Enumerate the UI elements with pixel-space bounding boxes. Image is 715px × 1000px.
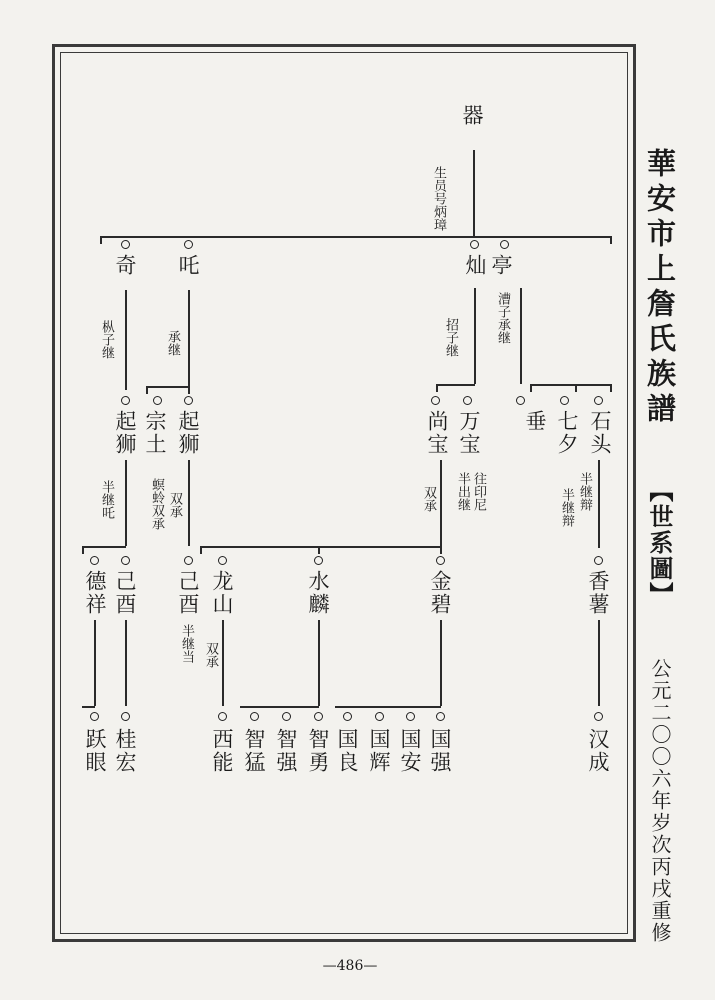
- revision-date: 公元二〇〇六年岁次丙戌重修: [648, 658, 672, 944]
- person-yuegen: 跃眼: [83, 728, 107, 774]
- node-ring: [153, 396, 162, 405]
- node-ring: [594, 396, 603, 405]
- tree-line: [188, 290, 190, 386]
- page-frame-inner: [60, 52, 628, 934]
- person-shitou: 石头: [588, 410, 612, 456]
- note-cao-inherit: 漕子承继: [495, 292, 510, 344]
- person-qixi: 七夕: [555, 410, 579, 456]
- tree-line: [94, 620, 96, 706]
- tree-line: [440, 620, 442, 706]
- tree-line: [146, 386, 189, 388]
- person-longshan: 龙山: [210, 570, 234, 616]
- node-ring: [436, 712, 445, 721]
- tree-line: [100, 236, 610, 238]
- person-zhiqiang: 智强: [274, 728, 298, 774]
- node-ring: [282, 712, 291, 721]
- person-guoliang: 国良: [335, 728, 359, 774]
- node-ring: [121, 712, 130, 721]
- tree-line: [125, 460, 127, 546]
- node-ring: [594, 556, 603, 565]
- tree-line: [82, 546, 126, 548]
- person-wanbao: 万宝: [457, 410, 481, 456]
- person-zhiyong: 智勇: [306, 728, 330, 774]
- tree-line: [440, 460, 442, 554]
- person-qi: 奇: [113, 254, 137, 277]
- person-dexiang: 德祥: [83, 570, 107, 616]
- note-indonesia: 往印尼: [471, 472, 486, 511]
- tree-line: [598, 620, 600, 706]
- tree-line: [146, 386, 148, 394]
- tree-line: [575, 384, 577, 392]
- note-recruited: 招子继: [443, 318, 458, 357]
- note-half-bian-b: 半继辩: [559, 488, 574, 527]
- person-can: 灿: [463, 254, 487, 277]
- person-chui: 垂: [523, 410, 547, 433]
- node-ring: [250, 712, 259, 721]
- note-adopted: 枞子继: [99, 320, 114, 359]
- node-ring: [406, 712, 415, 721]
- node-ring: [314, 712, 323, 721]
- node-ring: [314, 556, 323, 565]
- person-zongtu: 宗土: [143, 410, 167, 456]
- note-half-dang: 半继当: [179, 624, 194, 663]
- person-qishi-a: 起狮: [113, 410, 137, 456]
- person-zha: 吒: [176, 254, 200, 277]
- root-note: 生员号炳璋: [431, 166, 446, 231]
- person-xineng: 西能: [210, 728, 234, 774]
- tree-line: [240, 706, 319, 708]
- node-ring: [594, 712, 603, 721]
- node-ring: [184, 556, 193, 565]
- node-ring: [121, 556, 130, 565]
- person-shangbao: 尚宝: [425, 410, 449, 456]
- tree-line: [598, 460, 600, 548]
- note-half-zha: 半继吒: [99, 480, 114, 519]
- person-shuilin: 水麟: [306, 570, 330, 616]
- tree-line: [100, 236, 102, 244]
- tree-line: [188, 386, 190, 394]
- tree-line: [200, 546, 440, 548]
- tree-line: [436, 384, 475, 386]
- node-ring: [121, 396, 130, 405]
- tree-line: [82, 706, 95, 708]
- tree-line: [125, 290, 127, 390]
- tree-line: [473, 150, 475, 236]
- node-ring: [184, 240, 193, 249]
- note-inherit: 承继: [165, 330, 180, 356]
- person-hancheng: 汉成: [586, 728, 610, 774]
- note-half-bian-a: 半继辩: [577, 472, 592, 511]
- node-ring: [431, 396, 440, 405]
- node-ring: [500, 240, 509, 249]
- tree-line: [520, 288, 522, 384]
- tree-line: [82, 546, 84, 554]
- tree-line: [222, 620, 224, 706]
- note-dual-a: 双承: [167, 492, 182, 518]
- person-guihong: 桂宏: [113, 728, 137, 774]
- tree-line: [474, 288, 476, 384]
- node-ring: [343, 712, 352, 721]
- node-ring: [560, 396, 569, 405]
- tree-line: [318, 620, 320, 706]
- note-half-out: 半出继: [455, 472, 470, 511]
- node-ring: [470, 240, 479, 249]
- tree-line: [335, 706, 441, 708]
- person-jinbi: 金碧: [428, 570, 452, 616]
- book-title: 華安市上詹氏族譜: [643, 148, 677, 428]
- section-title: 【世系圖】: [645, 478, 674, 608]
- note-dual-c: 双承: [203, 642, 218, 668]
- person-xiangshu: 香薯: [586, 570, 610, 616]
- person-guohui: 国辉: [367, 728, 391, 774]
- person-guoan: 国安: [398, 728, 422, 774]
- node-ring: [463, 396, 472, 405]
- tree-line: [318, 546, 320, 554]
- tree-line: [125, 620, 127, 706]
- tree-line: [436, 384, 438, 392]
- tree-line: [610, 236, 612, 244]
- node-ring: [218, 712, 227, 721]
- node-ring: [516, 396, 525, 405]
- tree-line: [530, 384, 532, 392]
- note-dual-b: 双承: [421, 486, 436, 512]
- root-name: 器: [460, 104, 484, 127]
- person-guoqiang: 国强: [428, 728, 452, 774]
- node-ring: [90, 712, 99, 721]
- node-ring: [218, 556, 227, 565]
- node-ring: [90, 556, 99, 565]
- person-jiyou-b: 己酉: [176, 570, 200, 616]
- node-ring: [121, 240, 130, 249]
- node-ring: [184, 396, 193, 405]
- tree-line: [530, 384, 610, 386]
- page-number: —486—: [322, 958, 378, 974]
- node-ring: [436, 556, 445, 565]
- person-qishi-b: 起狮: [176, 410, 200, 456]
- person-jiyou-a: 己酉: [113, 570, 137, 616]
- note-adopted-dual: 螟蛉双承: [149, 478, 164, 530]
- node-ring: [375, 712, 384, 721]
- person-ting: 亭: [489, 254, 513, 277]
- person-zhimeng: 智猛: [242, 728, 266, 774]
- tree-line: [188, 460, 190, 546]
- tree-line: [610, 384, 612, 392]
- tree-line: [200, 546, 202, 554]
